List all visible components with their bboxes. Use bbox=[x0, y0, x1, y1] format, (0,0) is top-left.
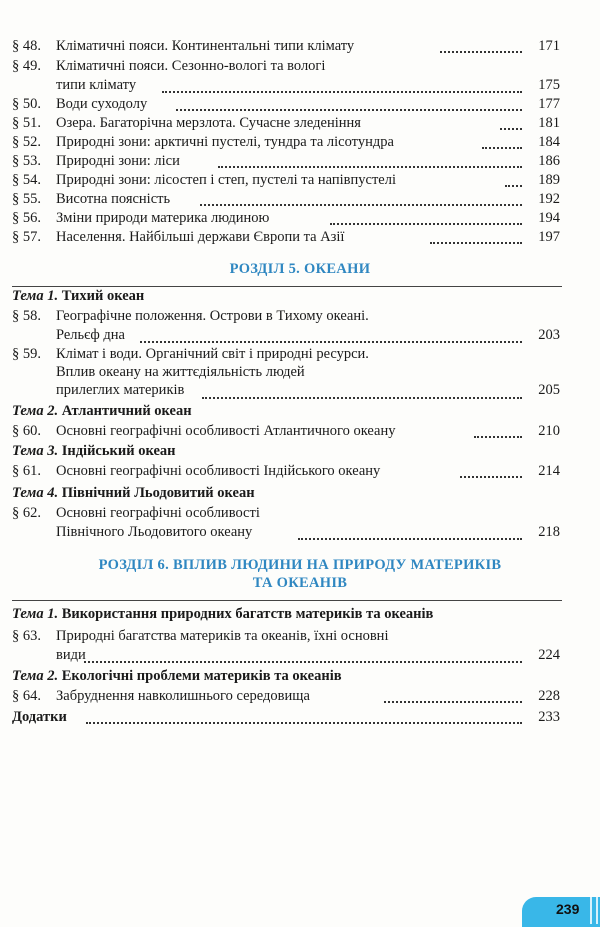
page-number: 228 bbox=[538, 688, 560, 704]
page-number: 189 bbox=[538, 172, 560, 188]
section-6-heading-line1: РОЗДІЛ 6. ВПЛИВ ЛЮДИНИ НА ПРИРОДУ МАТЕРИКІВ bbox=[98, 557, 502, 573]
topic-3-heading bbox=[12, 443, 176, 460]
topic-label: Тема 1. bbox=[12, 606, 59, 622]
toc-entry-55 bbox=[0, 191, 600, 209]
page-footer-number: 239 bbox=[556, 901, 580, 917]
leader-dots bbox=[440, 51, 522, 53]
topic-label: Тема 2. bbox=[12, 668, 59, 684]
entry-title-cont: Вплив океану на життєдіяльність людей bbox=[56, 364, 305, 380]
page-number: 197 bbox=[538, 229, 560, 245]
toc-entry-51 bbox=[0, 115, 600, 133]
entry-title: Кліматичні пояси. Континентальні типи клімату bbox=[56, 38, 355, 54]
tab-stripe bbox=[596, 897, 598, 924]
toc-entry-50 bbox=[0, 96, 600, 114]
toc-entry-53 bbox=[0, 153, 600, 171]
toc-entry-49 bbox=[0, 58, 600, 96]
entry-title: Води суходолу bbox=[56, 96, 148, 112]
leader-dots bbox=[84, 661, 522, 663]
topic-6-1-heading bbox=[12, 606, 433, 623]
section-number: § 55. bbox=[12, 191, 41, 207]
toc-entry-57 bbox=[0, 229, 600, 247]
leader-dots bbox=[200, 204, 522, 206]
entry-title: Зміни природи материка людиною bbox=[56, 210, 270, 226]
section-6-heading-line2: ТА ОКЕАНІВ bbox=[252, 575, 348, 591]
tab-stripe bbox=[590, 897, 592, 924]
page-number: 192 bbox=[538, 191, 560, 207]
entry-title: Природні багатства материків та океанів, їхні основні bbox=[56, 628, 389, 644]
toc-entry-52 bbox=[0, 134, 600, 152]
section-number: § 50. bbox=[12, 96, 41, 112]
topic-name: Екологічні проблеми материків та океанів bbox=[61, 668, 342, 684]
toc-entry-48 bbox=[0, 38, 600, 56]
topic-name: Використання природних багатств материків та океанів bbox=[61, 606, 434, 622]
divider bbox=[12, 600, 562, 601]
page-number: 177 bbox=[538, 96, 560, 112]
entry-title: Озера. Багаторічна мерзлота. Сучасне зледеніння bbox=[56, 115, 361, 131]
entry-title: Природні зони: ліси bbox=[56, 153, 180, 169]
section-number: § 59. bbox=[12, 346, 41, 362]
topic-name: Тихий океан bbox=[61, 288, 145, 304]
leader-dots bbox=[218, 166, 522, 168]
page-number: 233 bbox=[538, 709, 560, 725]
entry-title-cont: Північного Льодовитого океану bbox=[56, 524, 253, 540]
entry-title: Забруднення навколишнього середовища bbox=[56, 688, 310, 704]
toc-entry-appendix bbox=[0, 709, 600, 727]
toc-entry-54 bbox=[0, 172, 600, 190]
leader-dots bbox=[474, 436, 522, 438]
topic-name: Північний Льодовитий океан bbox=[61, 485, 255, 501]
page-number: 203 bbox=[538, 327, 560, 343]
entry-title: Географічне положення. Острови в Тихому океані. bbox=[56, 308, 369, 324]
leader-dots bbox=[140, 341, 522, 343]
section-number: § 48. bbox=[12, 38, 41, 54]
leader-dots bbox=[202, 397, 522, 399]
entry-title: Основні географічні особливості Індійського океану bbox=[56, 463, 381, 479]
page-number: 175 bbox=[538, 77, 560, 93]
page-number: 194 bbox=[538, 210, 560, 226]
topic-label: Тема 1. bbox=[12, 288, 59, 304]
entry-title: Клімат і води. Органічний світ і природні ресурси. bbox=[56, 346, 369, 362]
toc-entry-56 bbox=[0, 210, 600, 228]
toc-entry-62 bbox=[0, 505, 600, 543]
toc-entry-60 bbox=[0, 423, 600, 441]
entry-title-cont: Рельєф дна bbox=[56, 327, 125, 343]
leader-dots bbox=[298, 538, 522, 540]
appendix-label: Додатки bbox=[12, 709, 67, 725]
topic-1-heading bbox=[12, 288, 144, 305]
toc-entry-63 bbox=[0, 628, 600, 666]
page-number: 186 bbox=[538, 153, 560, 169]
section-number: § 54. bbox=[12, 172, 41, 188]
entry-title-cont: прилеглих материків bbox=[56, 382, 185, 398]
page-number: 224 bbox=[538, 647, 560, 663]
leader-dots bbox=[384, 701, 522, 703]
page-number: 214 bbox=[538, 463, 560, 479]
section-number: § 53. bbox=[12, 153, 41, 169]
entry-title-cont: види bbox=[56, 647, 86, 663]
toc-entry-64 bbox=[0, 688, 600, 706]
leader-dots bbox=[500, 128, 522, 130]
section-number: § 62. bbox=[12, 505, 41, 521]
entry-title: Основні географічні особливості Атлантичного океану bbox=[56, 423, 396, 439]
entry-title: Населення. Найбільші держави Європи та Азії bbox=[56, 229, 345, 245]
section-number: § 58. bbox=[12, 308, 41, 324]
topic-name: Атлантичний океан bbox=[61, 403, 192, 419]
topic-label: Тема 4. bbox=[12, 485, 59, 501]
topic-label: Тема 2. bbox=[12, 403, 59, 419]
topic-6-2-heading bbox=[12, 668, 342, 685]
section-number: § 56. bbox=[12, 210, 41, 226]
topic-label: Тема 3. bbox=[12, 443, 59, 459]
entry-title: Висотна поясність bbox=[56, 191, 171, 207]
section-number: § 49. bbox=[12, 58, 41, 74]
leader-dots bbox=[460, 476, 522, 478]
page-number: 210 bbox=[538, 423, 560, 439]
page-number: 181 bbox=[538, 115, 560, 131]
leader-dots bbox=[86, 722, 522, 724]
section-number: § 61. bbox=[12, 463, 41, 479]
section-number: § 64. bbox=[12, 688, 41, 704]
divider bbox=[12, 286, 562, 287]
leader-dots bbox=[482, 147, 522, 149]
section-number: § 57. bbox=[12, 229, 41, 245]
entry-title-cont: типи клімату bbox=[56, 77, 137, 93]
entry-title: Природні зони: арктичні пустелі, тундра та лісотундра bbox=[56, 134, 394, 150]
leader-dots bbox=[162, 91, 522, 93]
page-number: 218 bbox=[538, 524, 560, 540]
section-number: § 51. bbox=[12, 115, 41, 131]
topic-4-heading bbox=[12, 485, 255, 502]
topic-2-heading bbox=[12, 403, 192, 420]
entry-title: Основні географічні особливості bbox=[56, 505, 260, 521]
toc-entry-61 bbox=[0, 463, 600, 481]
entry-title: Кліматичні пояси. Сезонно-вологі та вологі bbox=[56, 58, 326, 74]
leader-dots bbox=[176, 109, 522, 111]
section-number: § 60. bbox=[12, 423, 41, 439]
leader-dots bbox=[330, 223, 522, 225]
page-number: 184 bbox=[538, 134, 560, 150]
section-number: § 52. bbox=[12, 134, 41, 150]
leader-dots bbox=[430, 242, 522, 244]
topic-name: Індійський океан bbox=[61, 443, 176, 459]
leader-dots bbox=[505, 185, 522, 187]
page-number: 205 bbox=[538, 382, 560, 398]
page-number: 171 bbox=[538, 38, 560, 54]
toc-entry-59 bbox=[0, 346, 600, 402]
section-5-heading: РОЗДІЛ 5. ОКЕАНИ bbox=[229, 261, 371, 277]
entry-title: Природні зони: лісостеп і степ, пустелі та напівпустелі bbox=[56, 172, 396, 188]
section-number: § 63. bbox=[12, 628, 41, 644]
toc-entry-58 bbox=[0, 308, 600, 346]
